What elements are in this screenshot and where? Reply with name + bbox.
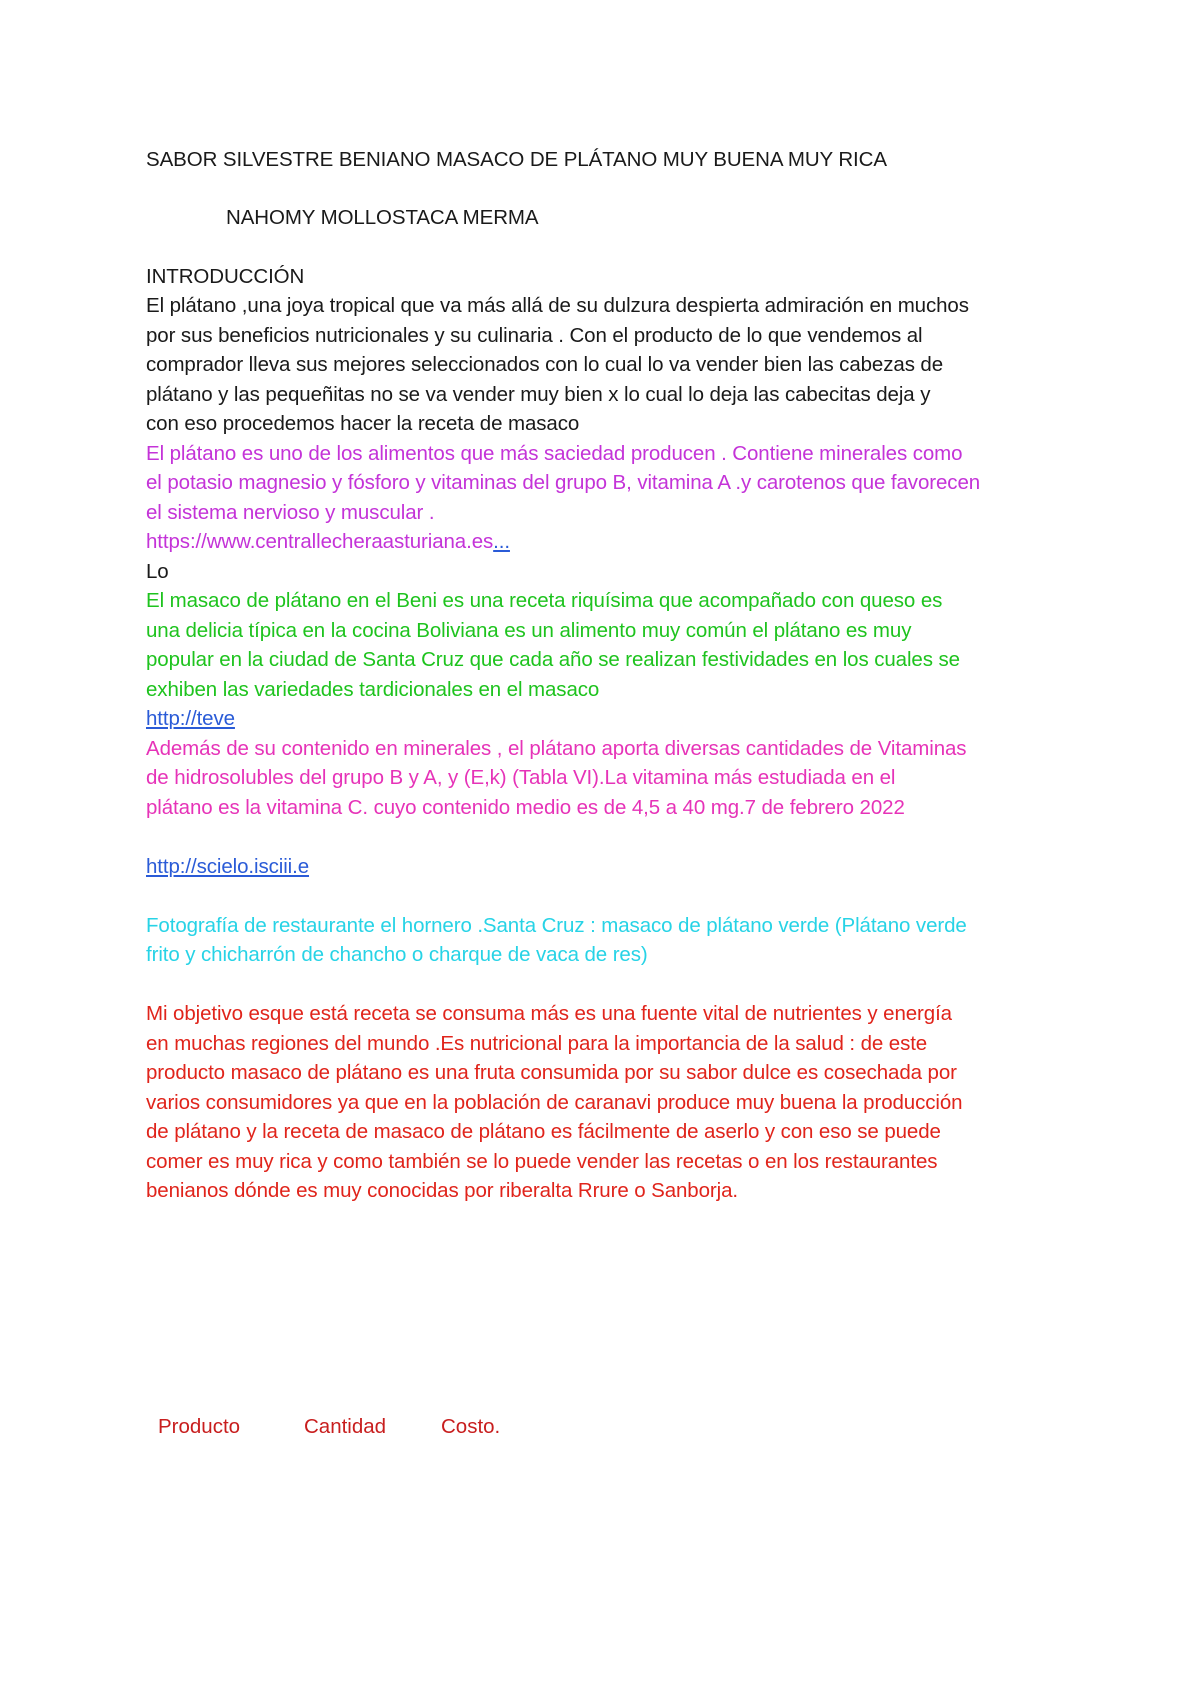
objective-paragraph-line: producto masaco de plátano es una fruta consumida por su sabor dulce es cosechada por: [146, 1061, 957, 1084]
document-author: NAHOMY MOLLOSTACA MERMA: [226, 206, 539, 229]
objective-paragraph-line: en muchas regiones del mundo .Es nutricional para la importancia de la salud : de este: [146, 1031, 928, 1055]
nutrition-paragraph-line: el potasio magnesio y fósforo y vitaminas del grupo B, vitamina A .y carotenos que favorecen: [146, 471, 981, 494]
objective-paragraph-line: benianos dónde es muy conocidas por riberalta Rrure o Sanborja.: [146, 1179, 738, 1202]
link-teve[interactable]: http://teve: [146, 707, 235, 730]
objective-paragraph-line: Mi objetivo esque está receta se consuma más es una fuente vital de nutrientes y energía: [146, 1002, 952, 1025]
link-scielo[interactable]: http://scielo.isciii.e: [146, 854, 310, 878]
intro-heading: INTRODUCCIÓN: [146, 265, 305, 288]
vitamins-paragraph-line: plátano es la vitamina C. cuyo contenido medio es de 4,5 a 40 mg.7 de febrero 2022: [146, 795, 905, 819]
intro-line: comprador lleva sus mejores seleccionados con lo cual lo va vender bien las cabezas de: [146, 353, 944, 376]
table-header-costo: Costo.: [441, 1415, 501, 1438]
source-url-more-link[interactable]: ...: [493, 530, 510, 553]
intro-line: plátano y las pequeñitas no se va vender muy bien x lo cual lo deja las cabecitas deja y: [146, 382, 931, 406]
stray-text-lo: Lo: [146, 559, 169, 583]
beni-paragraph-line: una delicia típica en la cocina Boliviana es un alimento muy común el plátano es muy: [146, 618, 912, 642]
photo-caption-line: frito y chicharrón de chancho o charque de vaca de res): [146, 943, 648, 966]
beni-paragraph-line: popular en la ciudad de Santa Cruz que cada año se realizan festividades en los cuales se: [146, 648, 960, 671]
table-header-cantidad: Cantidad: [304, 1415, 387, 1438]
source-url-centrallechera[interactable]: [146, 527, 510, 557]
vitamins-paragraph-line: de hidrosolubles del grupo B y A, y (E,k) (Tabla VI).La vitamina más estudiada en el: [146, 766, 896, 789]
intro-line: por sus beneficios nutricionales y su culinaria . Con el producto de lo que vendemos al: [146, 323, 923, 347]
objective-paragraph-line: comer es muy rica y como también se lo puede vender las recetas o en los restaurantes: [146, 1149, 938, 1173]
objective-paragraph-line: de plátano y la receta de masaco de plátano es fácilmente de aserlo y con eso se puede: [146, 1120, 941, 1143]
beni-paragraph-line: El masaco de plátano en el Beni es una receta riquísima que acompañado con queso es: [146, 589, 943, 612]
intro-line: con eso procedemos hacer la receta de masaco: [146, 412, 580, 435]
source-url-text[interactable]: https://www.centrallecheraasturiana.es: [146, 530, 494, 553]
vitamins-paragraph-line: Además de su contenido en minerales , el plátano aporta diversas cantidades de Vitaminas: [146, 736, 967, 760]
nutrition-paragraph-line: El plátano es uno de los alimentos que más saciedad producen . Contiene minerales como: [146, 441, 963, 465]
beni-paragraph-line: exhiben las variedades tardicionales en el masaco: [146, 677, 600, 701]
table-header-producto: Producto: [158, 1415, 241, 1438]
nutrition-paragraph-line: el sistema nervioso y muscular .: [146, 500, 435, 524]
document-title: SABOR SILVESTRE BENIANO MASACO DE PLÁTANO MUY BUENA MUY RICA: [146, 148, 887, 171]
intro-line: El plátano ,una joya tropical que va más allá de su dulzura despierta admiración en muchos: [146, 294, 969, 317]
photo-caption-line: Fotografía de restaurante el hornero .Santa Cruz : masaco de plátano verde (Plátano verde: [146, 913, 967, 937]
objective-paragraph-line: varios consumidores ya que en la población de caranavi produce muy buena la producción: [146, 1090, 963, 1114]
